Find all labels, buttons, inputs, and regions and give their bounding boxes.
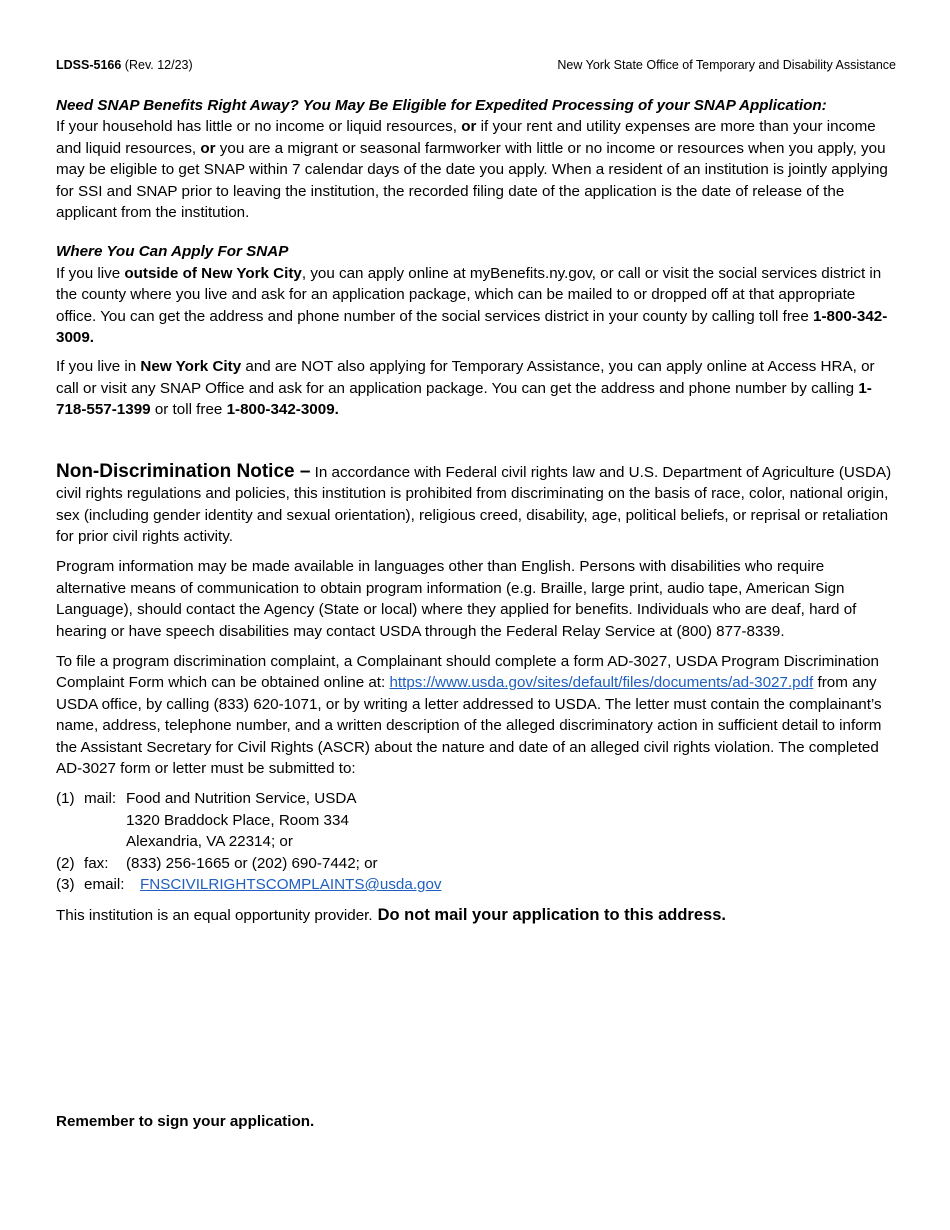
- complaint-text-1: To file a program discrimination complaint, a Complainant should complete a form AD-3027, USDA Program Discrimination Complaint Form which can be obtained online at:: [56, 652, 880, 692]
- outside-nyc-paragraph: [56, 263, 896, 349]
- fax-label: fax:: [84, 854, 109, 872]
- mail-address-line-1: Food and Nutrition Service, USDA: [126, 790, 357, 808]
- complaint-text-2: from any USDA office, by calling (833) 620-1071, or by writing a letter addressed to USDA. The letter must contain the complainant’s name, address, telephone number, and a written description of the alleged discriminatory action in sufficient detail to inform the Assistant Secretary for Civil Rights (ASCR) about the nature and date of an alleged civil rights violation. The completed AD-3027 form or letter must be submitted to:: [56, 674, 882, 777]
- nyc-text-1: If you live in: [56, 358, 141, 376]
- non-discrimination-title: Non-Discrimination Notice –: [56, 460, 311, 482]
- expedited-text-2: if your rent and utility expenses are more than your income and liquid resources,: [56, 118, 876, 157]
- non-discrimination-paragraph-3: [56, 651, 896, 779]
- where-apply-section: [56, 241, 896, 420]
- list-number-3: (3): [56, 876, 75, 893]
- expedited-or-1: or: [461, 118, 477, 136]
- nyc-paragraph: [56, 356, 896, 420]
- non-discrimination-section: [56, 461, 896, 927]
- form-identifier: [56, 57, 193, 73]
- nyc-text-3: or toll free: [150, 401, 227, 419]
- fax-numbers: (833) 256-1665 or (202) 690-7442; or: [126, 854, 378, 872]
- mail-address-line-2: 1320 Braddock Place, Room 334: [126, 811, 349, 829]
- nyc-phone-2: 1-800-342-3009.: [226, 401, 339, 419]
- do-not-mail-warning: Do not mail your application to this address.: [377, 906, 726, 925]
- list-number-1: (1): [56, 790, 75, 808]
- nyc-phone-1: 1-718-557-1399: [56, 379, 872, 419]
- ad-3027-form-link[interactable]: https://www.usda.gov/sites/default/files/documents/ad-3027.pdf: [389, 674, 814, 692]
- nyc-text-2: and are NOT also applying for Temporary Assistance, you can apply online at Access HRA, or call or visit any SNAP Office and ask for an application package. You can get the address and phone number by calling: [56, 358, 875, 397]
- form-revision: (Rev. 12/23): [124, 58, 193, 72]
- non-discrimination-text-1: In accordance with Federal civil rights law and U.S. Department of Agriculture (USDA) civil rights regulations and policies, this institution is prohibited from discriminating on the basis of race, color, national origin, sex (including gender identity and sexual orientation), religious creed, disability, age, political beliefs, or reprisal or retaliation for prior civil rights activity.: [56, 463, 892, 545]
- outside-nyc-text-2: , you can apply online at myBenefits.ny.gov, or call or visit the social services district in the county where you live and ask for an application package, which can be mailed to or dropped off at that appropriate office. You can get the address and phone number of the social services district in your county by calling toll free: [56, 264, 882, 325]
- complaints-email-link[interactable]: FNSCIVILRIGHTSCOMPLAINTS@usda.gov: [140, 876, 442, 893]
- where-apply-heading: Where You Can Apply For SNAP: [56, 243, 289, 261]
- email-label: email:: [84, 876, 125, 893]
- form-number: LDSS-5166: [56, 58, 122, 72]
- nyc-bold: New York City: [140, 358, 242, 376]
- submission-methods-list: [56, 788, 896, 895]
- expedited-text-3: you are a migrant or seasonal farmworker with little or no income or resources when you apply, you may be eligible to get SNAP within 7 calendar days of the date you apply. When a resident of an institution is jointly applying for SSI and SNAP prior to leaving the institution, the recorded filing date of the application is the date of release of the applicant from the institution.: [56, 139, 888, 222]
- equal-opportunity-text: This institution is an equal opportunity provider.: [56, 907, 373, 925]
- list-item-mail: [56, 788, 896, 809]
- outside-nyc-phone: 1-800-342-3009.: [56, 307, 888, 347]
- list-number-2: (2): [56, 854, 75, 872]
- document-page: [56, 57, 896, 927]
- mail-address-line-3: Alexandria, VA 22314; or: [126, 833, 293, 851]
- non-discrimination-paragraph-2: Program information may be made available in languages other than English. Persons with disabilities who require alternative means of communication to obtain program information (e.g. Braille, large print, audio tape, American Sign Language), should contact the Agency (State or local) where they applied for benefits. Individuals who are deaf, hard of hearing or have speech disabilities may contact USDA through the Federal Relay Service at (800) 877-8339.: [56, 558, 857, 640]
- outside-nyc-text-1: If you live: [56, 264, 125, 282]
- expedited-or-2: or: [200, 139, 216, 157]
- mail-label: mail:: [84, 790, 117, 808]
- agency-name: New York State Office of Temporary and Disability Assistance: [557, 58, 896, 72]
- expedited-heading: Need SNAP Benefits Right Away? You May Be Eligible for Expedited Processing of your SNAP Application:: [56, 97, 827, 114]
- sign-reminder: Remember to sign your application.: [56, 1113, 315, 1130]
- list-item-fax: [56, 853, 896, 874]
- expedited-text-1: If your household has little or no income or liquid resources,: [56, 118, 462, 136]
- expedited-paragraph: [56, 116, 896, 223]
- page-header: [56, 57, 896, 73]
- non-discrimination-paragraph-1: [56, 461, 896, 548]
- outside-nyc-bold: outside of New York City: [124, 264, 302, 282]
- expedited-section: [56, 95, 896, 223]
- closing-statement: [56, 905, 896, 926]
- list-item-email: [56, 874, 896, 895]
